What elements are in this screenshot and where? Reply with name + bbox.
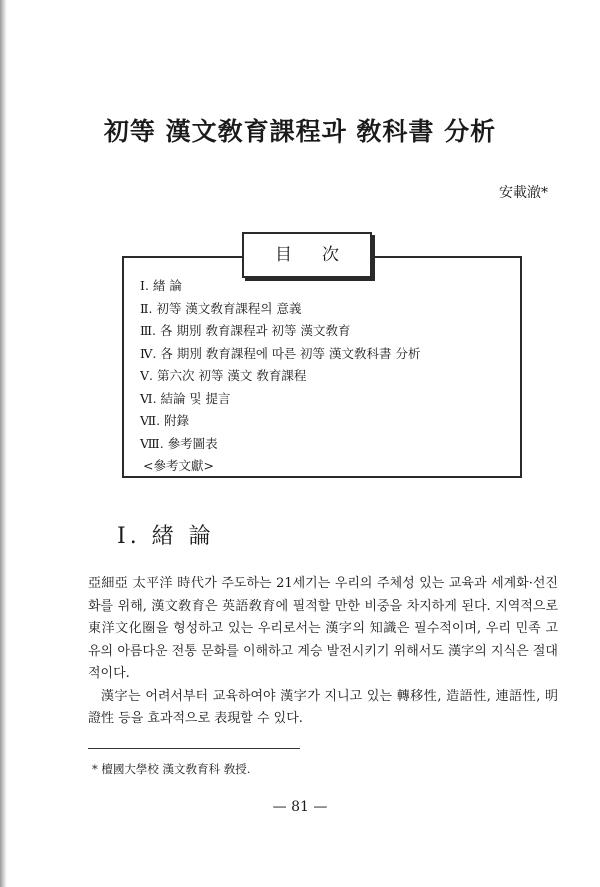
- toc-list: [140, 275, 421, 455]
- toc-item: Ⅴ. 第六次 初等 漢文 敎育課程: [140, 368, 307, 383]
- body-text: [88, 573, 558, 731]
- toc-item: Ⅰ. 緖 論: [140, 278, 182, 293]
- footnote: * 檀國大學校 漢文敎育科 敎授.: [92, 762, 251, 776]
- author-name: 安載澈*: [499, 185, 548, 201]
- toc-item: Ⅲ. 各 期別 敎育課程과 初等 漢文敎育: [140, 323, 351, 338]
- toc-item: Ⅷ. 參考圖表: [140, 435, 218, 451]
- paragraph: 亞細亞 太平洋 時代가 주도하는 21세기는 우리의 주체성 있는 교육과 세계화·선진화를 위해, 漢文敎育은 英語敎育에 필적할 만한 비중을 차지하게 된다. 지역적으로 東洋文化圈을 형성하고 있는 우리로서는 漢字의 知識은 필수적이며, 우리 민족 고유의 아름다운 전통 문화를 이해하고 계승 발전시키기 위해서도 漢字의 지식은 절대적이다.: [88, 576, 558, 681]
- footnote-divider: [88, 748, 300, 749]
- toc-item: Ⅵ. 結論 및 提言: [140, 390, 231, 406]
- paper-title: 初等 漢文敎育課程과 敎科書 分析: [103, 117, 497, 146]
- section-heading: Ⅰ. 緖 論: [117, 524, 215, 549]
- page-number: — 81 —: [272, 799, 328, 815]
- toc-item: Ⅱ. 初等 漢文敎育課程의 意義: [140, 300, 302, 316]
- toc-item: Ⅶ. 附錄: [140, 413, 190, 428]
- paragraph: 漢字는 어려서부터 교육하여야 漢字가 지니고 있는 轉移性, 造語性, 連語性, 明證性 등을 효과적으로 表現할 수 있다.: [88, 688, 558, 726]
- toc-references: <參考文獻>: [143, 458, 214, 473]
- toc-heading: 目次: [242, 232, 372, 278]
- toc-item: Ⅳ. 各 期別 敎育課程에 따른 初等 漢文敎科書 分析: [140, 345, 421, 361]
